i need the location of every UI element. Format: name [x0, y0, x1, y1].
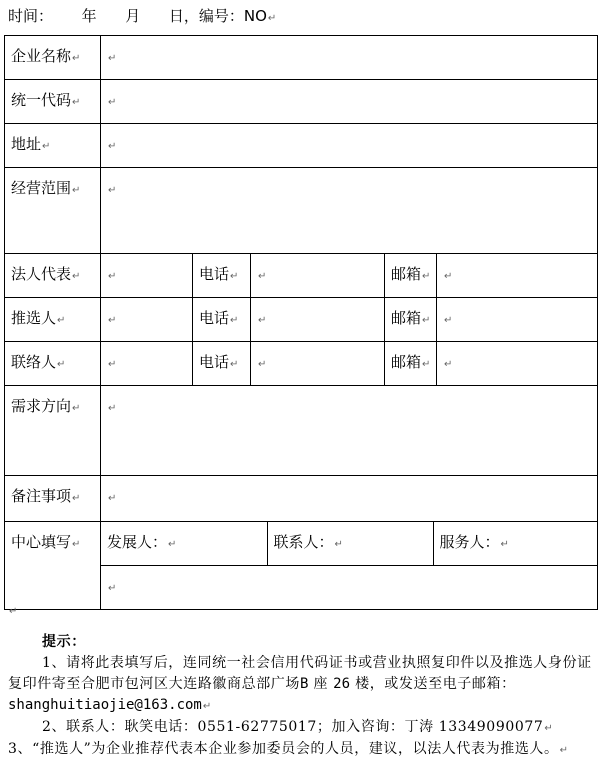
registration-form-table [4, 35, 598, 610]
paragraph-mark-icon: ↵ [57, 359, 66, 370]
recommender-label: 推选人↵ [5, 298, 101, 342]
paragraph-mark-icon: ↵ [72, 539, 81, 550]
paragraph-mark-icon: ↵ [72, 185, 81, 196]
paragraph-mark-icon: ↵ [422, 271, 431, 282]
paragraph-mark-icon: ↵ [108, 271, 117, 282]
contact-field[interactable] [101, 342, 193, 386]
business-scope-label: 经营范围↵ [5, 168, 101, 254]
paragraph-mark-icon: ↵ [72, 97, 81, 108]
demand-label: 需求方向↵ [5, 386, 101, 476]
recommender-email-label: 邮箱↵ [385, 298, 437, 342]
paragraph-mark-icon: ↵ [72, 53, 81, 64]
business-scope-field[interactable] [101, 168, 598, 254]
paragraph-mark-icon: ↵ [108, 141, 117, 152]
paragraph-mark-icon: ↵ [422, 359, 431, 370]
recommender-field[interactable] [101, 298, 193, 342]
paragraph-mark-icon: ↵ [422, 315, 431, 326]
server-field[interactable]: 服务人：↵ [439, 533, 509, 551]
contact-phone-label: 电话↵ [193, 342, 251, 386]
center-fill-extra-field[interactable] [101, 566, 598, 610]
paragraph-mark-icon: ↵ [559, 745, 569, 756]
day-number-label: 日，编号：NO [168, 7, 267, 25]
tips-title: 提示： [42, 634, 86, 650]
paragraph-mark-icon: ↵ [544, 723, 554, 734]
legal-rep-field[interactable] [101, 254, 193, 298]
legal-rep-email-label: 邮箱↵ [385, 254, 437, 298]
paragraph-mark-icon: ↵ [258, 359, 267, 370]
tips-section [8, 604, 592, 761]
paragraph-mark-icon: ↵ [108, 403, 117, 414]
legal-rep-email-field[interactable] [437, 254, 598, 298]
paragraph-mark-icon: ↵ [72, 271, 81, 282]
tips-item-1: 1、请将此表填写后，连同统一社会信用代码证书或营业执照复印件以及推选人身份证复印件寄至合肥市包河区大连路徽商总部广场B 座 26 楼，或发送至电子邮箱：shanghuitiaojie@163.com↵ [8, 655, 592, 713]
paragraph-mark-icon: ↵ [108, 53, 117, 64]
contact-email-field[interactable] [437, 342, 598, 386]
time-label: 时间： [8, 7, 54, 25]
tips-item-3: 3、“推选人”为企业推荐代表本企业参加委员会的人员，建议，以法人代表为推选人。↵ [8, 741, 569, 757]
company-name-label: 企业名称↵ [5, 36, 101, 80]
year-label: 年 [81, 7, 97, 25]
legal-rep-phone-label: 电话↵ [193, 254, 251, 298]
paragraph-mark-icon: ↵ [267, 13, 277, 24]
paragraph-mark-icon: ↵ [334, 539, 343, 550]
contact-label: 联络人↵ [5, 342, 101, 386]
email-link[interactable]: shanghuitiaojie@163.com [8, 697, 202, 713]
remarks-label: 备注事项↵ [5, 476, 101, 522]
center-fill-subtable [101, 522, 597, 565]
developer-field[interactable]: 发展人：↵ [101, 522, 267, 565]
paragraph-mark-icon: ↵ [42, 141, 51, 152]
paragraph-mark-icon: ↵ [72, 493, 81, 504]
paragraph-mark-icon: ↵ [108, 97, 117, 108]
paragraph-mark-icon: ↵ [108, 315, 117, 326]
paragraph-mark-icon: ↵ [230, 359, 239, 370]
paragraph-mark-icon: ↵ [230, 271, 239, 282]
contact-phone-field[interactable] [251, 342, 385, 386]
paragraph-mark-icon: ↵ [108, 583, 117, 594]
unified-code-label: 统一代码↵ [5, 80, 101, 124]
paragraph-mark-icon: ↵ [258, 271, 267, 282]
paragraph-mark-icon: ↵ [108, 185, 117, 196]
legal-rep-phone-field[interactable] [251, 254, 385, 298]
remarks-field[interactable] [101, 476, 598, 522]
paragraph-mark-icon: ↵ [500, 539, 509, 550]
paragraph-mark-icon: ↵ [444, 271, 453, 282]
month-label: 月 [125, 7, 141, 25]
demand-field[interactable] [101, 386, 598, 476]
unified-code-field[interactable] [101, 80, 598, 124]
contact-email-label: 邮箱↵ [385, 342, 437, 386]
recommender-phone-label: 电话↵ [193, 298, 251, 342]
paragraph-mark-icon: ↵ [258, 315, 267, 326]
paragraph-mark-icon: ↵ [230, 315, 239, 326]
recommender-phone-field[interactable] [251, 298, 385, 342]
paragraph-mark-icon: ↵ [202, 701, 212, 712]
address-field[interactable] [101, 124, 598, 168]
paragraph-mark-icon: ↵ [444, 359, 453, 370]
legal-rep-label: 法人代表↵ [5, 254, 101, 298]
paragraph-mark-icon: ↵ [72, 403, 81, 414]
tips-item-2: 2、联系人：耿笑电话：0551-62775017；加入咨询：丁涛 13349090077↵ [42, 719, 554, 735]
recommender-email-field[interactable] [437, 298, 598, 342]
paragraph-mark-icon: ↵ [108, 359, 117, 370]
center-fill-cell [101, 522, 598, 566]
liaison-field[interactable]: 联系人：↵ [267, 522, 433, 565]
center-fill-label: 中心填写↵ [5, 522, 101, 610]
company-name-field[interactable] [101, 36, 598, 80]
paragraph-mark-icon: ↵ [168, 539, 177, 550]
paragraph-mark-icon: ↵ [57, 315, 66, 326]
form-header [8, 5, 276, 27]
address-label: 地址↵ [5, 124, 101, 168]
paragraph-mark-icon: ↵ [444, 315, 453, 326]
paragraph-mark-icon: ↵ [108, 493, 117, 504]
paragraph-mark-icon: ↵ [9, 606, 18, 617]
